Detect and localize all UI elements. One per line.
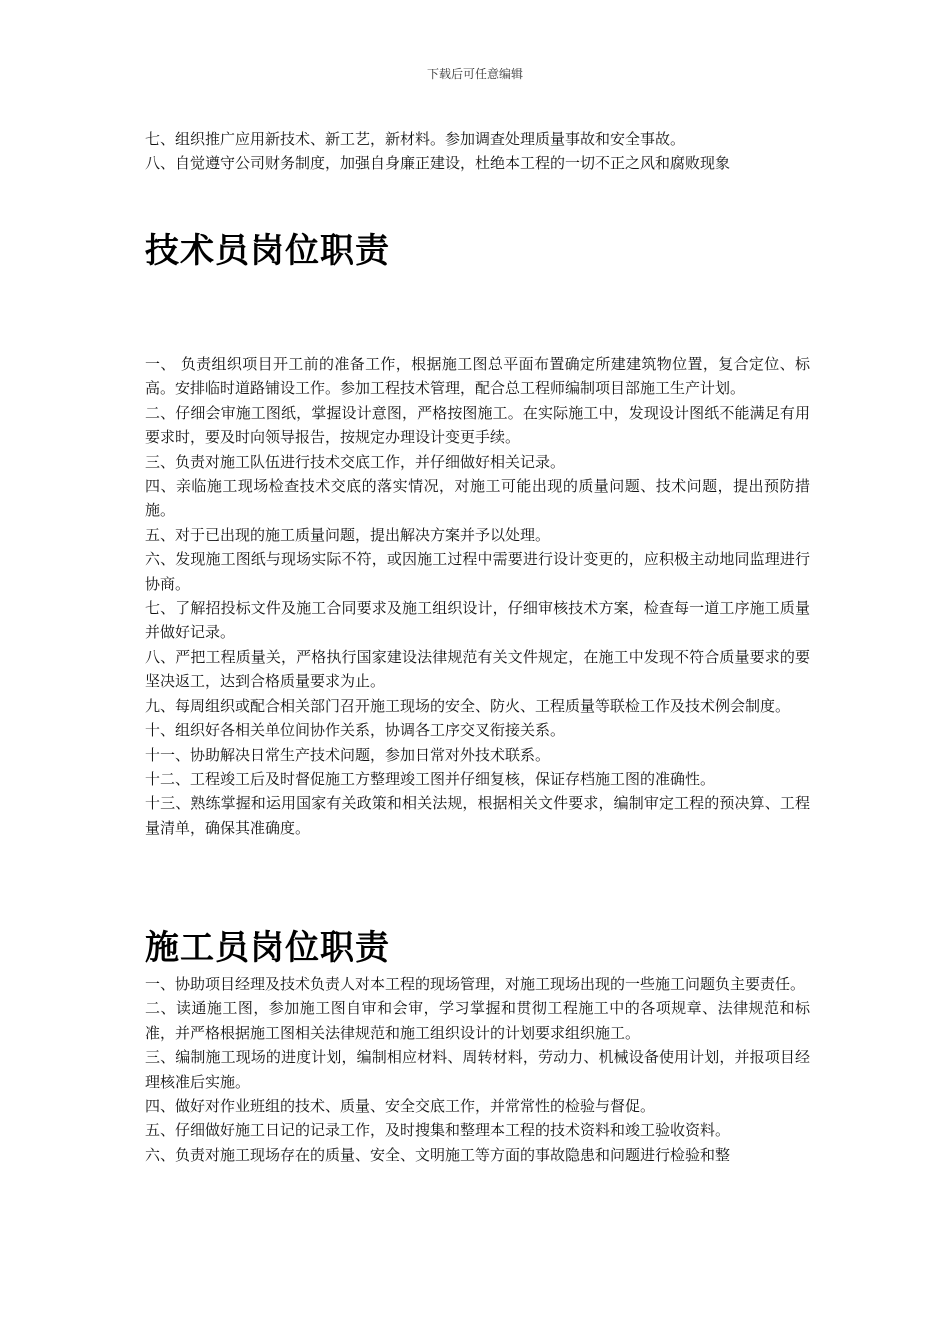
list-item: 二、读通施工图，参加施工图自审和会审，学习掌握和贯彻工程施工中的各项规章、法律规范和标准，并严格根据施工图相关法律规范和施工组织设计的计划要求组织施工。 xyxy=(145,999,810,1042)
constructor-section-title: 施工员岗位职责 xyxy=(145,928,390,968)
list-item: 七、组织推广应用新技术、新工艺，新材料。参加调查处理质量事故和安全事故。 xyxy=(145,130,686,148)
list-item: 七、了解招投标文件及施工合同要求及施工组织设计，仔细审核技术方案，检查每一道工序施工质量并做好记录。 xyxy=(145,599,810,642)
technician-duties-list xyxy=(145,352,810,840)
list-item: 一、协助项目经理及技术负责人对本工程的现场管理，对施工现场出现的一些施工问题负主要责任。 xyxy=(145,975,806,993)
list-item: 二、仔细会审施工图纸，掌握设计意图，严格按图施工。在实际施工中，发现设计图纸不能满足有用要求时，要及时向领导报告，按规定办理设计变更手续。 xyxy=(145,403,810,447)
list-item: 十三、熟练掌握和运用国家有关政策和相关法规，根据相关文件要求，编制审定工程的预决算、工程量清单，确保其准确度。 xyxy=(145,794,810,837)
list-item: 十、组织好各相关单位间协作关系，协调各工序交叉衔接关系。 xyxy=(145,721,566,740)
download-note: 下载后可任意编辑 xyxy=(426,67,523,81)
list-item: 十一、协助解决日常生产技术问题，参加日常对外技术联系。 xyxy=(145,745,551,764)
constructor-duties-list xyxy=(145,972,810,1167)
list-item: 十二、工程竣工后及时督促施工方整理竣工图并仔细复核，保证存档施工图的准确性。 xyxy=(145,769,716,788)
list-item: 四、做好对作业班组的技术、质量、安全交底工作，并常常性的检验与督促。 xyxy=(145,1097,656,1116)
list-item: 六、发现施工图纸与现场实际不符，或因施工过程中需要进行设计变更的，应积极主动地同监理进行协商。 xyxy=(145,550,810,593)
list-item: 五、仔细做好施工日记的记录工作，及时搜集和整理本工程的技术资料和竣工验收资料。 xyxy=(145,1121,731,1140)
previous-section-items xyxy=(145,127,810,176)
list-item: 四、亲临施工现场检查技术交底的落实情况，对施工可能出现的质量问题、技术问题，提出预防措施。 xyxy=(145,477,810,520)
technician-section-title: 技术员岗位职责 xyxy=(145,231,390,271)
list-item: 五、对于已出现的施工质量问题，提出解决方案并予以处理。 xyxy=(145,525,551,544)
list-item: 三、负责对施工队伍进行技术交底工作，并仔细做好相关记录。 xyxy=(145,452,566,471)
list-item: 三、编制施工现场的进度计划，编制相应材料、周转材料，劳动力、机械设备使用计划，并报项目经理核准后实施。 xyxy=(145,1048,810,1091)
list-item: 八、严把工程质量关，严格执行国家建设法律规范有关文件规定，在施工中发现不符合质量要求的要坚决返工，达到合格质量要求为止。 xyxy=(145,647,810,691)
list-item: 一、 负责组织项目开工前的准备工作，根据施工图总平面布置确定所建建筑物位置，复合定位、标高。安排临时道路铺设工作。参加工程技术管理，配合总工程师编制项目部施工生产计划。 xyxy=(145,355,810,398)
list-item: 九、每周组织或配合相关部门召开施工现场的安全、防火、工程质量等联检工作及技术例会制度。 xyxy=(145,696,791,715)
list-item: 八、自觉遵守公司财务制度，加强自身廉正建设，杜绝本工程的一切不正之风和腐败现象 xyxy=(145,154,731,173)
list-item: 六、负责对施工现场存在的质量、安全、文明施工等方面的事故隐患和问题进行检验和整 xyxy=(145,1145,731,1164)
